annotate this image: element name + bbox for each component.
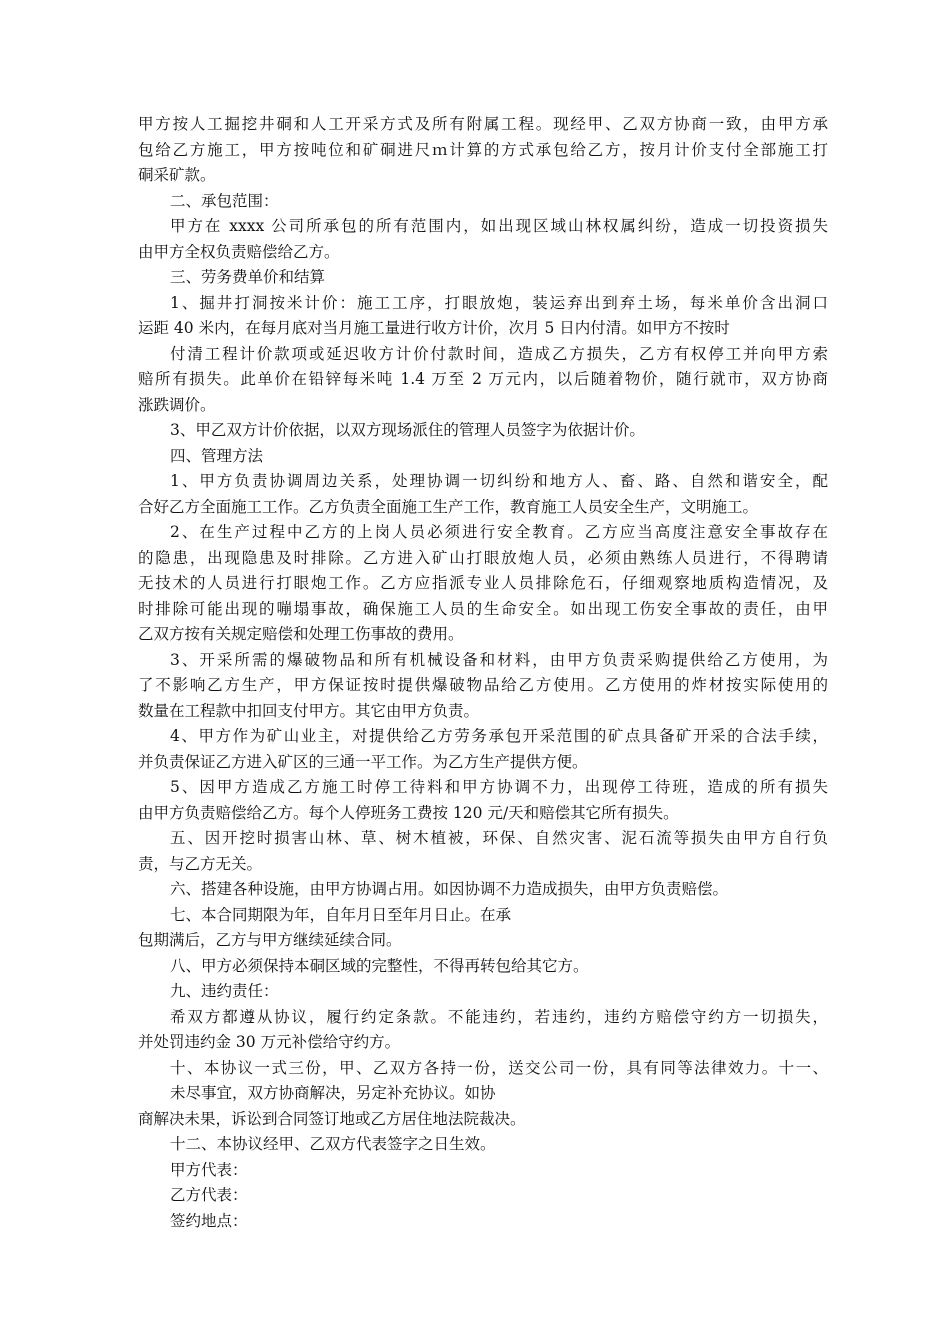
text-line: 签约地点： <box>170 1211 248 1230</box>
text-line: 1、掘井打洞按米计价：施工工序，打眼放炮，装运弃出到弃土场，每米单价含出洞口 <box>170 293 828 312</box>
text-line: 十二、本协议经甲、乙双方代表签字之日生效。 <box>170 1135 496 1153</box>
text-line: 五、因开挖时损害山林、草、树木植被，环保、自然灾害、泥石流等损失由甲方自行负 <box>170 829 828 847</box>
text-line: 二、承包范围： <box>170 191 279 210</box>
text-line: 3、甲乙双方计价依据，以双方现场派住的管理人员签字为依据计价。 <box>170 421 645 439</box>
text-line: 甲方代表： <box>170 1160 248 1179</box>
text-line: 并处罚违约金 30 万元补偿给守约方。 <box>138 1033 401 1051</box>
text-line: 责，与乙方无关。 <box>138 854 263 873</box>
text-line: 5、因甲方造成乙方施工时停工待料和甲方协调不力，出现停工待班，造成的所有损失 <box>170 778 828 796</box>
text-line: 涨跌调价。 <box>138 395 216 414</box>
text-line: 了不影响乙方生产，甲方保证按时提供爆破物品给乙方使用。乙方使用的炸材按实际使用的 <box>138 676 828 694</box>
text-line: 3、开采所需的爆破物品和所有机械设备和材料，由甲方负责采购提供给乙方使用，为 <box>170 650 828 669</box>
text-line: 时排除可能出现的嘣塌事故，确保施工人员的生命安全。如出现工伤安全事故的责任，由甲 <box>138 599 828 618</box>
text-line: 并负责保证乙方进入矿区的三通一平工作。为乙方生产提供方便。 <box>138 752 588 771</box>
document-body <box>138 112 828 1234</box>
text-line: 2、在生产过程中乙方的上岗人员必须进行安全教育。乙方应当高度注意安全事故存在 <box>170 523 828 541</box>
text-line: 七、本合同期限为年，自年月日至年月日止。在承 <box>170 905 512 924</box>
text-line: 由甲方全权负责赔偿给乙方。 <box>138 242 340 261</box>
text-line: 4、甲方作为矿山业主，对提供给乙方劳务承包开采范围的矿点具备矿开采的合法手续， <box>170 727 828 745</box>
text-line: 八、甲方必须保持本硐区域的完整性，不得再转包给其它方。 <box>170 956 589 975</box>
text-line: 甲方按人工掘挖井硐和人工开采方式及所有附属工程。现经甲、乙双方协商一致，由甲方承 <box>138 115 828 133</box>
text-line: 十、本协议一式三份，甲、乙双方各持一份，送交公司一份，具有同等法律效力。十一、 <box>170 1058 828 1077</box>
text-line: 1、甲方负责协调周边关系，处理协调一切纠纷和地方人、畜、路、自然和谐安全，配 <box>170 472 828 490</box>
text-line: 赔所有损失。此单价在铅锌每米吨 1.4 万至 2 万元内，以后随着物价，随行就市，双方协商 <box>138 370 828 388</box>
text-line: 数量在工程款中扣回支付甲方。其它由甲方负责。 <box>138 701 480 720</box>
text-line: 乙双方按有关规定赔偿和处理工伤事故的费用。 <box>138 625 464 643</box>
text-line: 乙方代表： <box>170 1186 248 1204</box>
text-line: 的隐患，出现隐患及时排除。乙方进入矿山打眼放炮人员，必须由熟练人员进行，不得聘请 <box>138 548 828 567</box>
text-line: 硐采矿款。 <box>138 166 216 184</box>
text-line: 甲方在 xxxx 公司所承包的所有范围内，如出现区域山林权属纠纷，造成一切投资损失 <box>170 217 828 235</box>
text-line: 希双方都遵从协议，履行约定条款。不能违约，若违约，违约方赔偿守约方一切损失， <box>170 1007 828 1026</box>
text-line: 包给乙方施工，甲方按吨位和矿硐进尺ｍ计算的方式承包给乙方，按月计价支付全部施工打 <box>138 140 828 159</box>
text-line: 六、搭建各种设施，由甲方协调占用。如因协调不力造成损失，由甲方负责赔偿。 <box>170 880 729 898</box>
text-line: 运距 40 米内，在每月底对当月施工量进行收方计价，次月 5 日内付清。如甲方不按时 <box>138 319 730 337</box>
text-line: 四、管理方法 <box>170 446 264 465</box>
text-line: 三、劳务费单价和结算 <box>170 268 326 286</box>
text-line: 包期满后，乙方与甲方继续延续合同。 <box>138 931 402 949</box>
text-line: 付清工程计价款项或延迟收方计价付款时间，造成乙方损失，乙方有权停工并向甲方索 <box>170 344 828 363</box>
text-line: 合好乙方全面施工工作。乙方负责全面施工生产工作，教育施工人员安全生产，文明施工。 <box>138 497 759 516</box>
text-line: 无技术的人员进行打眼炮工作。乙方应指派专业人员排除危石，仔细观察地质构造情况，及 <box>138 574 828 592</box>
text-line: 九、违约责任： <box>170 982 279 1000</box>
text-line: 商解决未果，诉讼到合同签订地或乙方居住地法院裁决。 <box>138 1109 526 1128</box>
text-line: 未尽事宜，双方协商解决，另定补充协议。如协 <box>170 1084 496 1102</box>
text-line: 由甲方负责赔偿给乙方。每个人停班务工费按 120 元/天和赔偿其它所有损失。 <box>138 803 679 822</box>
